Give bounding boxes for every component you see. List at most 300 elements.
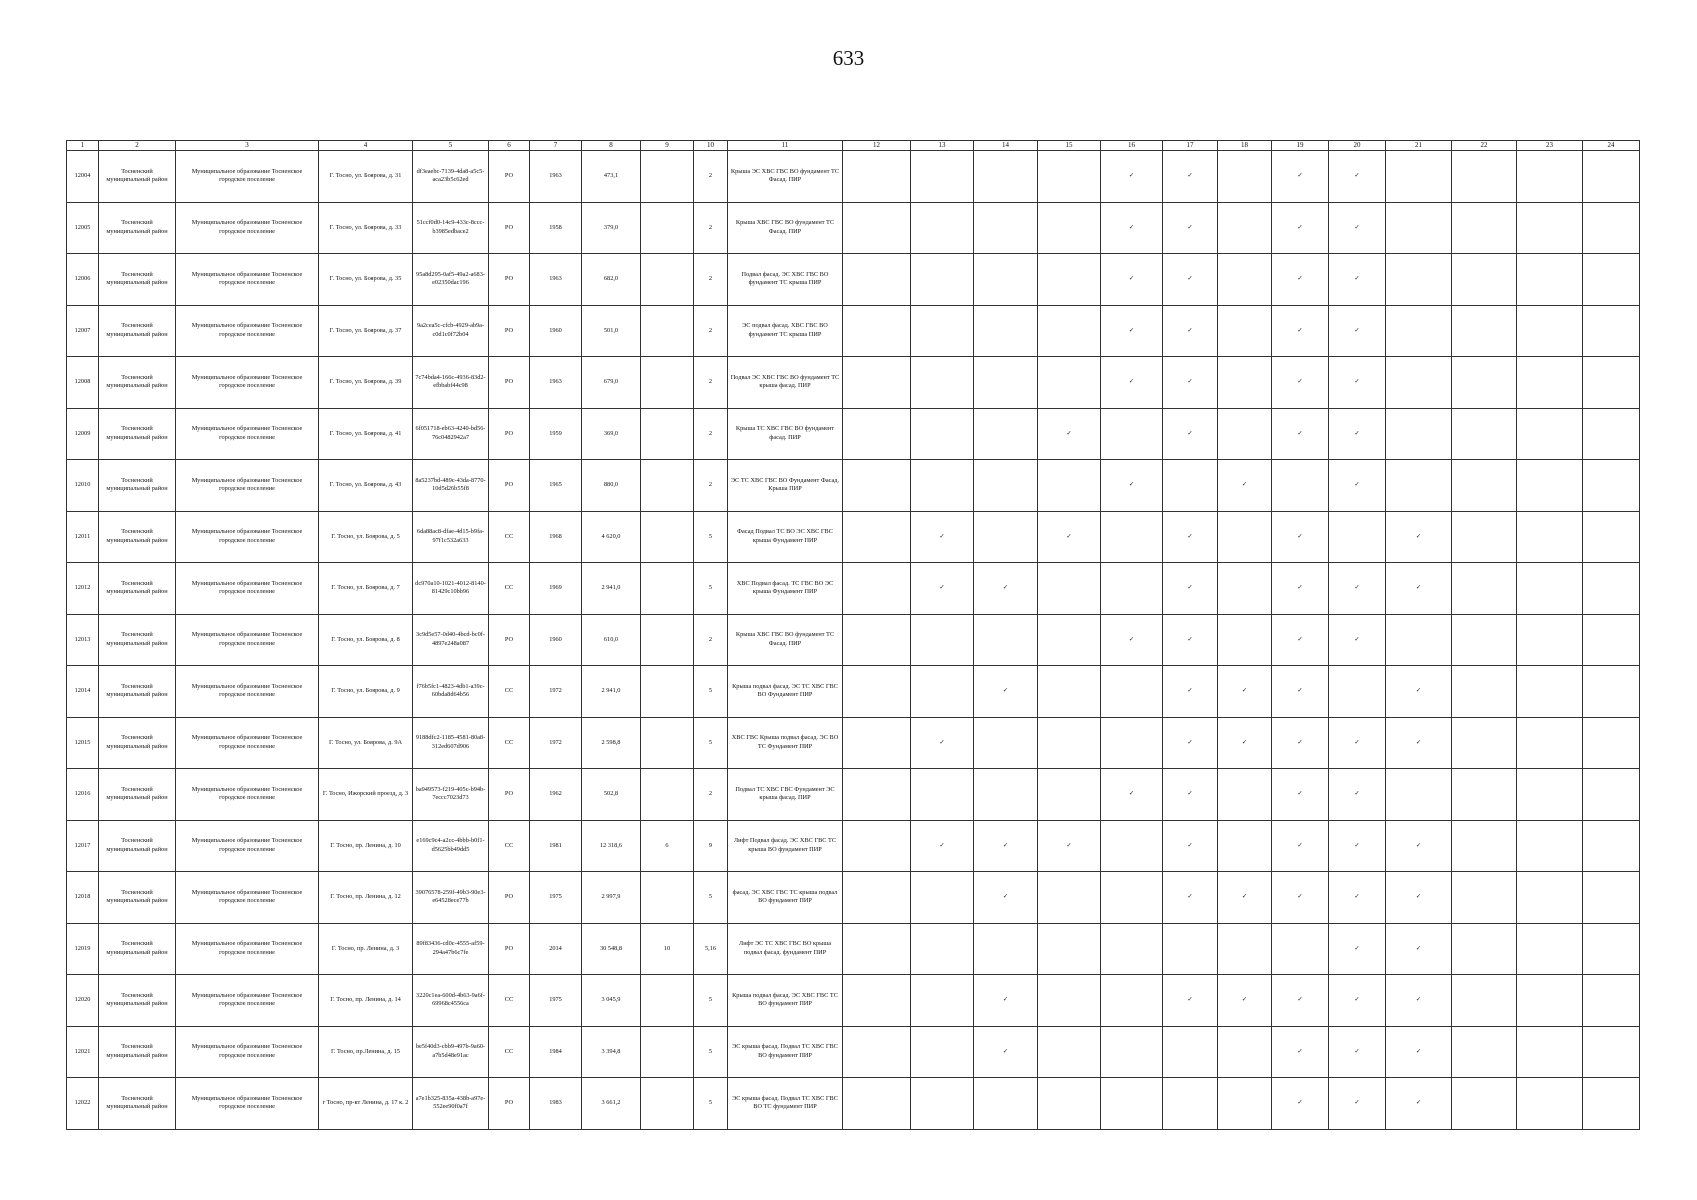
table-row — [67, 563, 1640, 615]
table-row — [67, 305, 1640, 357]
column-9-cell — [641, 408, 694, 460]
guid-cell: 89f83436-cd0c-4555-af59-294a47b6c7fe — [413, 923, 489, 975]
empty-cell — [974, 717, 1038, 769]
empty-cell — [911, 151, 974, 203]
check-mark-cell: ✓ — [1101, 151, 1163, 203]
check-mark-cell: ✓ — [974, 820, 1038, 872]
empty-cell — [1101, 975, 1163, 1027]
empty-cell — [843, 923, 911, 975]
table-row — [67, 820, 1640, 872]
column-10-cell: 2 — [694, 408, 728, 460]
works-list-cell: Крыша подвал фасад. ЭС ХВС ГВС ТС ВО фундамент ПИР — [728, 975, 843, 1027]
row-id-cell: 12019 — [67, 923, 99, 975]
address-cell: Г. Тосно, ул. Боярова, д. 37 — [319, 305, 413, 357]
check-mark-cell: ✓ — [1329, 975, 1386, 1027]
address-cell: Г. Тосно, пр. Ленина, д. 12 — [319, 872, 413, 924]
empty-cell — [1038, 717, 1101, 769]
area-cell: 473,1 — [582, 151, 641, 203]
district-cell: Тосненский муниципальный район — [99, 614, 176, 666]
works-list-cell: Крыша ТС ХВС ГВС ВО фундамент фасад. ПИР — [728, 408, 843, 460]
area-cell: 2 941,0 — [582, 563, 641, 615]
column-number-header: 20 — [1329, 141, 1386, 151]
empty-cell — [1218, 769, 1272, 821]
empty-cell — [1218, 923, 1272, 975]
column-number-header: 1 — [67, 141, 99, 151]
empty-cell — [843, 614, 911, 666]
column-10-cell: 5 — [694, 872, 728, 924]
works-list-cell: Подвал ТС ХВС ГВС Фундамент ЭС крыша фасад. ПИР — [728, 769, 843, 821]
build-year-cell: 1972 — [530, 666, 582, 718]
works-list-cell: ЭС крыша фасад. Подвал ТС ХВС ГВС ВО ТС фундамент ПИР — [728, 1078, 843, 1130]
empty-cell — [911, 923, 974, 975]
district-cell: Тосненский муниципальный район — [99, 151, 176, 203]
empty-cell — [1218, 614, 1272, 666]
empty-cell — [1386, 202, 1452, 254]
district-cell: Тосненский муниципальный район — [99, 305, 176, 357]
empty-cell — [843, 254, 911, 306]
empty-cell — [1218, 151, 1272, 203]
empty-cell — [1272, 923, 1329, 975]
house-type-cell: СС — [489, 717, 530, 769]
check-mark-cell: ✓ — [1272, 202, 1329, 254]
table-row — [67, 769, 1640, 821]
empty-cell — [1218, 408, 1272, 460]
empty-cell — [1583, 872, 1640, 924]
column-number-header: 11 — [728, 141, 843, 151]
column-9-cell — [641, 1078, 694, 1130]
build-year-cell: 2014 — [530, 923, 582, 975]
area-cell: 880,0 — [582, 460, 641, 512]
area-cell: 2 941,0 — [582, 666, 641, 718]
column-10-cell: 2 — [694, 769, 728, 821]
address-cell: Г. Тосно, ул. Боярова, д. 8 — [319, 614, 413, 666]
table-row — [67, 151, 1640, 203]
empty-cell — [974, 614, 1038, 666]
district-cell: Тосненский муниципальный район — [99, 923, 176, 975]
empty-cell — [1386, 254, 1452, 306]
empty-cell — [1218, 1078, 1272, 1130]
works-list-cell: фасад. ЭС ХВС ГВС ТС крыша подвал ВО фундамент ПИР — [728, 872, 843, 924]
guid-cell: 6f051718-eb63-4240-bd56-76c0482942a7 — [413, 408, 489, 460]
empty-cell — [1101, 1078, 1163, 1130]
column-number-header: 24 — [1583, 141, 1640, 151]
empty-cell — [1583, 769, 1640, 821]
works-list-cell: Фасад Подвал ТС ВО ЭС ХВС ГВС крыша Фундамент ПИР — [728, 511, 843, 563]
empty-cell — [1038, 769, 1101, 821]
check-mark-cell: ✓ — [974, 1026, 1038, 1078]
municipality-cell: Муниципальное образование Тосненское городское поселение — [176, 357, 319, 409]
empty-cell — [1517, 769, 1583, 821]
empty-cell — [1517, 357, 1583, 409]
district-cell: Тосненский муниципальный район — [99, 408, 176, 460]
empty-cell — [911, 202, 974, 254]
column-10-cell: 5 — [694, 666, 728, 718]
empty-cell — [1329, 511, 1386, 563]
check-mark-cell: ✓ — [1101, 614, 1163, 666]
municipality-cell: Муниципальное образование Тосненское городское поселение — [176, 769, 319, 821]
empty-cell — [1329, 666, 1386, 718]
district-cell: Тосненский муниципальный район — [99, 717, 176, 769]
address-cell: Г. Тосно, ул. Боярова, д. 31 — [319, 151, 413, 203]
check-mark-cell: ✓ — [1272, 717, 1329, 769]
column-number-header: 4 — [319, 141, 413, 151]
build-year-cell: 1960 — [530, 305, 582, 357]
column-number-header: 16 — [1101, 141, 1163, 151]
column-9-cell — [641, 460, 694, 512]
works-list-cell: ХВС ГВС Крыша подвал фасад. ЭС ВО ТС Фундамент ПИР — [728, 717, 843, 769]
empty-cell — [911, 872, 974, 924]
empty-cell — [974, 1078, 1038, 1130]
address-cell: Г. Тосно, пр. Ленина, д. 10 — [319, 820, 413, 872]
empty-cell — [911, 460, 974, 512]
municipality-cell: Муниципальное образование Тосненское городское поселение — [176, 717, 319, 769]
area-cell: 610,0 — [582, 614, 641, 666]
empty-cell — [1583, 923, 1640, 975]
check-mark-cell: ✓ — [1386, 511, 1452, 563]
empty-cell — [974, 305, 1038, 357]
empty-cell — [1452, 666, 1517, 718]
municipality-cell: Муниципальное образование Тосненское городское поселение — [176, 202, 319, 254]
row-id-cell: 12007 — [67, 305, 99, 357]
check-mark-cell: ✓ — [1101, 305, 1163, 357]
row-id-cell: 12014 — [67, 666, 99, 718]
municipality-cell: Муниципальное образование Тосненское городское поселение — [176, 614, 319, 666]
works-list-cell: Крыша ЭС ХВС ГВС ВО фундамент ТС Фасад. ПИР — [728, 151, 843, 203]
empty-cell — [1163, 1078, 1218, 1130]
build-year-cell: 1972 — [530, 717, 582, 769]
empty-cell — [1583, 975, 1640, 1027]
empty-cell — [1452, 717, 1517, 769]
empty-cell — [843, 1078, 911, 1130]
address-cell: Г. Тосно, ул. Боярова, д. 35 — [319, 254, 413, 306]
build-year-cell: 1959 — [530, 408, 582, 460]
empty-cell — [1583, 717, 1640, 769]
check-mark-cell: ✓ — [1329, 872, 1386, 924]
address-cell: Г. Тосно, пр.Ленина, д. 15 — [319, 1026, 413, 1078]
empty-cell — [1583, 408, 1640, 460]
municipality-cell: Муниципальное образование Тосненское городское поселение — [176, 563, 319, 615]
empty-cell — [974, 769, 1038, 821]
column-10-cell: 5 — [694, 717, 728, 769]
empty-cell — [1038, 305, 1101, 357]
column-9-cell — [641, 769, 694, 821]
row-id-cell: 12016 — [67, 769, 99, 821]
row-id-cell: 12020 — [67, 975, 99, 1027]
empty-cell — [1583, 511, 1640, 563]
check-mark-cell: ✓ — [1272, 254, 1329, 306]
column-9-cell: 10 — [641, 923, 694, 975]
district-cell: Тосненский муниципальный район — [99, 1078, 176, 1130]
build-year-cell: 1965 — [530, 460, 582, 512]
empty-cell — [1583, 305, 1640, 357]
empty-cell — [843, 357, 911, 409]
empty-cell — [1583, 460, 1640, 512]
column-number-header: 21 — [1386, 141, 1452, 151]
check-mark-cell: ✓ — [1329, 769, 1386, 821]
guid-cell: 8a5237bd-489c-43da-8770-10d5d26b55f8 — [413, 460, 489, 512]
empty-cell — [1038, 460, 1101, 512]
area-cell: 369,0 — [582, 408, 641, 460]
municipality-cell: Муниципальное образование Тосненское городское поселение — [176, 1026, 319, 1078]
check-mark-cell: ✓ — [1163, 717, 1218, 769]
column-number-row — [67, 141, 1640, 151]
check-mark-cell: ✓ — [1386, 666, 1452, 718]
empty-cell — [1101, 511, 1163, 563]
table-row — [67, 717, 1640, 769]
empty-cell — [1517, 872, 1583, 924]
empty-cell — [843, 872, 911, 924]
empty-cell — [1517, 151, 1583, 203]
empty-cell — [974, 254, 1038, 306]
empty-cell — [1452, 151, 1517, 203]
empty-cell — [1452, 511, 1517, 563]
guid-cell: 9188dfc2-1185-4581-80a8-312ed607d906 — [413, 717, 489, 769]
column-9-cell — [641, 614, 694, 666]
check-mark-cell: ✓ — [1038, 511, 1101, 563]
table-row — [67, 1026, 1640, 1078]
address-cell: Г. Тосно, ул. Боярова, д. 41 — [319, 408, 413, 460]
column-10-cell: 5 — [694, 1078, 728, 1130]
empty-cell — [1386, 614, 1452, 666]
check-mark-cell: ✓ — [1038, 408, 1101, 460]
column-9-cell — [641, 357, 694, 409]
check-mark-cell: ✓ — [1163, 614, 1218, 666]
check-mark-cell: ✓ — [1329, 202, 1386, 254]
empty-cell — [1452, 1078, 1517, 1130]
table-row — [67, 460, 1640, 512]
column-number-header: 3 — [176, 141, 319, 151]
row-id-cell: 12006 — [67, 254, 99, 306]
empty-cell — [843, 460, 911, 512]
house-type-cell: РО — [489, 151, 530, 203]
empty-cell — [1517, 820, 1583, 872]
empty-cell — [974, 408, 1038, 460]
column-9-cell — [641, 1026, 694, 1078]
empty-cell — [1583, 563, 1640, 615]
empty-cell — [1452, 820, 1517, 872]
area-cell: 3 394,8 — [582, 1026, 641, 1078]
address-cell: Г. Тосно, ул. Боярова, д. 9 — [319, 666, 413, 718]
check-mark-cell: ✓ — [1218, 666, 1272, 718]
empty-cell — [843, 666, 911, 718]
municipality-cell: Муниципальное образование Тосненское городское поселение — [176, 872, 319, 924]
area-cell: 502,8 — [582, 769, 641, 821]
row-id-cell: 12011 — [67, 511, 99, 563]
check-mark-cell: ✓ — [1272, 1026, 1329, 1078]
page-number: 633 — [832, 46, 865, 70]
empty-cell — [1583, 151, 1640, 203]
empty-cell — [1583, 1026, 1640, 1078]
row-id-cell: 12013 — [67, 614, 99, 666]
guid-cell: f76b5fc1-4823-4db1-a39c-60bda8d64b56 — [413, 666, 489, 718]
build-year-cell: 1963 — [530, 357, 582, 409]
check-mark-cell: ✓ — [1386, 820, 1452, 872]
empty-cell — [1101, 666, 1163, 718]
check-mark-cell: ✓ — [1272, 563, 1329, 615]
empty-cell — [974, 460, 1038, 512]
empty-cell — [843, 305, 911, 357]
check-mark-cell: ✓ — [911, 717, 974, 769]
empty-cell — [911, 408, 974, 460]
empty-cell — [1218, 1026, 1272, 1078]
empty-cell — [1386, 460, 1452, 512]
address-cell: Г. Тосно, ул. Боярова, д. 5 — [319, 511, 413, 563]
column-10-cell: 5 — [694, 975, 728, 1027]
address-cell: Г. Тосно, ул. Боярова, д. 33 — [319, 202, 413, 254]
works-list-cell: ХВС Подвал фасад. ТС ГВС ВО ЭС крыша Фундамент ПИР — [728, 563, 843, 615]
empty-cell — [974, 511, 1038, 563]
empty-cell — [1038, 923, 1101, 975]
column-number-header: 17 — [1163, 141, 1218, 151]
empty-cell — [1583, 666, 1640, 718]
empty-cell — [1517, 614, 1583, 666]
row-id-cell: 12022 — [67, 1078, 99, 1130]
works-list-cell: Подвал фасад. ЭС ХВС ГВС ВО фундамент ТС крыша ПИР — [728, 254, 843, 306]
empty-cell — [1452, 254, 1517, 306]
empty-cell — [1218, 511, 1272, 563]
empty-cell — [1452, 357, 1517, 409]
empty-cell — [1163, 923, 1218, 975]
build-year-cell: 1968 — [530, 511, 582, 563]
build-year-cell: 1984 — [530, 1026, 582, 1078]
guid-cell: dc970a10-1021-4012-8140-81429c10bb96 — [413, 563, 489, 615]
check-mark-cell: ✓ — [1101, 357, 1163, 409]
empty-cell — [1452, 872, 1517, 924]
column-9-cell — [641, 511, 694, 563]
empty-cell — [1101, 923, 1163, 975]
row-id-cell: 12012 — [67, 563, 99, 615]
address-cell: Г. Тосно, ул. Боярова, д. 39 — [319, 357, 413, 409]
district-cell: Тосненский муниципальный район — [99, 460, 176, 512]
table-row — [67, 511, 1640, 563]
check-mark-cell: ✓ — [1101, 254, 1163, 306]
column-10-cell: 2 — [694, 305, 728, 357]
column-10-cell: 5 — [694, 511, 728, 563]
empty-cell — [1038, 666, 1101, 718]
empty-cell — [1452, 975, 1517, 1027]
build-year-cell: 1958 — [530, 202, 582, 254]
guid-cell: 39076578-259f-49b3-90e3-e64528ece77b — [413, 872, 489, 924]
empty-cell — [1218, 820, 1272, 872]
house-type-cell: РО — [489, 460, 530, 512]
empty-cell — [1583, 254, 1640, 306]
municipality-cell: Муниципальное образование Тосненское городское поселение — [176, 151, 319, 203]
municipality-cell: Муниципальное образование Тосненское городское поселение — [176, 923, 319, 975]
address-cell: Г. Тосно, Ижорский проезд, д. 3 — [319, 769, 413, 821]
works-list-cell: Лифт ЭС ТС ХВС ГВС ВО крыша подвал фасад. фундамент ПИР — [728, 923, 843, 975]
area-cell: 3 045,9 — [582, 975, 641, 1027]
table-row — [67, 1078, 1640, 1130]
check-mark-cell: ✓ — [1163, 305, 1218, 357]
check-mark-cell: ✓ — [1163, 151, 1218, 203]
column-number-header: 6 — [489, 141, 530, 151]
empty-cell — [843, 1026, 911, 1078]
table-row — [67, 975, 1640, 1027]
check-mark-cell: ✓ — [1386, 1078, 1452, 1130]
area-cell: 679,0 — [582, 357, 641, 409]
column-number-header: 19 — [1272, 141, 1329, 151]
empty-cell — [843, 408, 911, 460]
column-number-header: 10 — [694, 141, 728, 151]
district-cell: Тосненский муниципальный район — [99, 820, 176, 872]
empty-cell — [1517, 202, 1583, 254]
guid-cell: a7e1b325-835a-438b-a97e-552ee90f0a7f — [413, 1078, 489, 1130]
empty-cell — [1452, 305, 1517, 357]
check-mark-cell: ✓ — [1163, 511, 1218, 563]
empty-cell — [1452, 614, 1517, 666]
area-cell: 3 661,2 — [582, 1078, 641, 1130]
empty-cell — [1386, 408, 1452, 460]
district-cell: Тосненский муниципальный район — [99, 357, 176, 409]
check-mark-cell: ✓ — [974, 975, 1038, 1027]
check-mark-cell: ✓ — [1272, 1078, 1329, 1130]
table-row — [67, 202, 1640, 254]
check-mark-cell: ✓ — [1329, 254, 1386, 306]
column-10-cell: 2 — [694, 254, 728, 306]
table-row — [67, 872, 1640, 924]
column-9-cell — [641, 305, 694, 357]
build-year-cell: 1975 — [530, 872, 582, 924]
check-mark-cell: ✓ — [1163, 975, 1218, 1027]
area-cell: 2 997,9 — [582, 872, 641, 924]
empty-cell — [911, 666, 974, 718]
check-mark-cell: ✓ — [1272, 769, 1329, 821]
guid-cell: df3eaebc-7139-4da8-a5c5-aca23b5c62ed — [413, 151, 489, 203]
empty-cell — [911, 254, 974, 306]
empty-cell — [1583, 357, 1640, 409]
empty-cell — [1583, 1078, 1640, 1130]
table-row — [67, 614, 1640, 666]
empty-cell — [843, 975, 911, 1027]
check-mark-cell: ✓ — [1272, 151, 1329, 203]
municipality-cell: Муниципальное образование Тосненское городское поселение — [176, 305, 319, 357]
house-type-cell: СС — [489, 563, 530, 615]
column-9-cell: 6 — [641, 820, 694, 872]
column-9-cell — [641, 202, 694, 254]
empty-cell — [1038, 563, 1101, 615]
check-mark-cell: ✓ — [1329, 614, 1386, 666]
district-cell: Тосненский муниципальный район — [99, 769, 176, 821]
empty-cell — [1517, 305, 1583, 357]
empty-cell — [911, 357, 974, 409]
check-mark-cell: ✓ — [1038, 820, 1101, 872]
row-id-cell: 12004 — [67, 151, 99, 203]
district-cell: Тосненский муниципальный район — [99, 511, 176, 563]
house-type-cell: РО — [489, 202, 530, 254]
empty-cell — [1583, 614, 1640, 666]
district-cell: Тосненский муниципальный район — [99, 254, 176, 306]
house-type-cell: РО — [489, 305, 530, 357]
column-10-cell: 2 — [694, 202, 728, 254]
check-mark-cell: ✓ — [974, 872, 1038, 924]
check-mark-cell: ✓ — [1329, 717, 1386, 769]
table-row — [67, 666, 1640, 718]
house-type-cell: РО — [489, 357, 530, 409]
empty-cell — [911, 769, 974, 821]
works-list-cell: ЭС крыша фасад. Подвал ТС ХВС ГВС ВО фундамент ПИР — [728, 1026, 843, 1078]
works-list-cell: Подвал ЭС ХВС ГВС ВО фундамент ТС крыша фасад. ПИР — [728, 357, 843, 409]
check-mark-cell: ✓ — [1272, 357, 1329, 409]
check-mark-cell: ✓ — [1218, 872, 1272, 924]
check-mark-cell: ✓ — [1101, 460, 1163, 512]
check-mark-cell: ✓ — [1163, 820, 1218, 872]
municipality-cell: Муниципальное образование Тосненское городское поселение — [176, 666, 319, 718]
check-mark-cell: ✓ — [1163, 872, 1218, 924]
column-10-cell: 2 — [694, 151, 728, 203]
row-id-cell: 12008 — [67, 357, 99, 409]
area-cell: 682,0 — [582, 254, 641, 306]
house-type-cell: РО — [489, 614, 530, 666]
